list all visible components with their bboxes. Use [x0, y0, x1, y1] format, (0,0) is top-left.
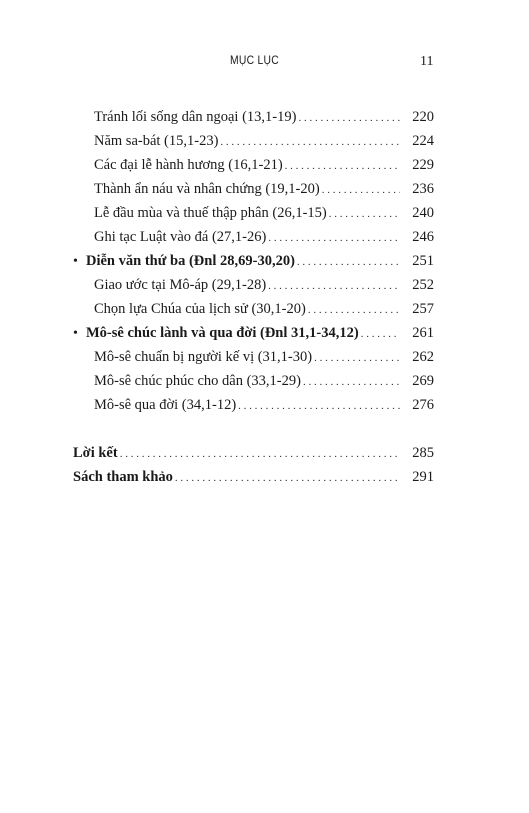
toc-entry-label: Mô-sê qua đời (34,1-12): [94, 397, 237, 413]
page-number: 11: [420, 54, 434, 69]
dot-leader: [296, 112, 400, 124]
toc-entry-page: 251: [412, 253, 434, 269]
toc-entry-page: 252: [412, 277, 434, 293]
toc-chapter-label: Lời kết: [73, 445, 118, 461]
toc-section-label: Diễn văn thứ ba (Đnl 28,69-30,20): [86, 253, 295, 269]
dot-leader: [173, 472, 400, 484]
toc-entry-label: Mô-sê chuẩn bị người kế vị (31,1-30): [94, 349, 313, 365]
toc-chapter-label: Sách tham khảo: [73, 469, 173, 485]
dot-leader: [306, 304, 400, 316]
toc-chapter-entry[interactable]: [73, 445, 434, 465]
dot-leader: [218, 136, 400, 148]
toc-entry[interactable]: [94, 109, 434, 129]
toc-entry-page: 276: [412, 397, 434, 413]
toc-entry[interactable]: [94, 181, 434, 201]
bullet-icon: •: [73, 254, 78, 269]
dot-leader: [266, 280, 400, 292]
dot-leader: [301, 376, 400, 388]
toc-entry-label: Tránh lối sống dân ngoại (13,1-19): [94, 109, 297, 125]
dot-leader: [320, 184, 400, 196]
dot-leader: [327, 208, 400, 220]
toc-entry-label: Năm sa-bát (15,1-23): [94, 133, 219, 149]
dot-leader: [283, 160, 400, 172]
toc-entry-page: 261: [412, 325, 434, 341]
toc-entry-label: Ghi tạc Luật vào đá (27,1-26): [94, 229, 267, 245]
toc-entry-label: Mô-sê chúc phúc cho dân (33,1-29): [94, 373, 301, 389]
toc-entry[interactable]: [94, 205, 434, 225]
toc-entry[interactable]: [94, 133, 434, 153]
dot-leader: [312, 352, 400, 364]
toc-section-entry[interactable]: [73, 253, 434, 273]
toc-entry-label: Thành ẩn náu và nhân chứng (19,1-20): [94, 181, 320, 197]
toc-entry-page: 262: [412, 349, 434, 365]
toc-entry[interactable]: [94, 397, 434, 417]
toc-entry[interactable]: [94, 373, 434, 393]
toc-section-label: Mô-sê chúc lành và qua đời (Đnl 31,1-34,12): [86, 325, 359, 341]
toc-entry-page: 229: [412, 157, 434, 173]
dot-leader: [236, 400, 400, 412]
dot-leader: [295, 256, 400, 268]
toc-entry[interactable]: [94, 229, 434, 249]
toc-entry-label: Giao ước tại Mô-áp (29,1-28): [94, 277, 267, 293]
toc-entry-label: Lễ đầu mùa và thuế thập phân (26,1-15): [94, 205, 327, 221]
toc-entry[interactable]: [94, 301, 434, 321]
toc-section-entry[interactable]: [73, 325, 434, 345]
dot-leader: [118, 448, 400, 460]
toc-entry-page: 220: [412, 109, 434, 125]
toc-entry-page: 269: [412, 373, 434, 389]
toc-entry-page: 285: [412, 445, 434, 461]
dot-leader: [266, 232, 400, 244]
toc-entry-label: Chọn lựa Chúa của lịch sử (30,1-20): [94, 301, 306, 317]
toc-entry[interactable]: [94, 277, 434, 297]
toc-chapter-entry[interactable]: [73, 469, 434, 489]
toc-entry-page: 291: [412, 469, 434, 485]
running-header-title: MỤC LỤC: [230, 55, 280, 67]
toc-entry-label: Các đại lễ hành hương (16,1-21): [94, 157, 283, 173]
toc-entry-page: 224: [412, 133, 434, 149]
bullet-icon: •: [73, 326, 78, 341]
toc-entry-page: 236: [412, 181, 434, 197]
toc-entry[interactable]: [94, 157, 434, 177]
dot-leader: [359, 328, 400, 340]
toc-entry[interactable]: [94, 349, 434, 369]
toc-entry-page: 257: [412, 301, 434, 317]
toc-entry-page: 240: [412, 205, 434, 221]
toc-entry-page: 246: [412, 229, 434, 245]
